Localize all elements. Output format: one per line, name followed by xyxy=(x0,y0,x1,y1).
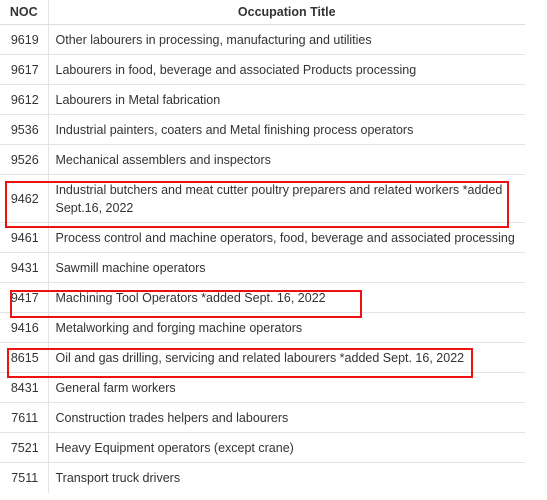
table-row xyxy=(0,373,525,403)
noc-code: 7611 xyxy=(0,403,48,433)
occupation-title: Labourers in food, beverage and associated Products processing xyxy=(48,55,525,85)
table-row xyxy=(0,223,525,253)
occupation-title: Transport truck drivers xyxy=(48,463,525,493)
noc-code: 9612 xyxy=(0,85,48,115)
table-row xyxy=(0,145,525,175)
occupation-title-column-header: Occupation Title xyxy=(48,0,525,25)
occupation-title: Industrial butchers and meat cutter poultry preparers and related workers *added Sept.16, 2022 xyxy=(48,175,525,223)
table-row xyxy=(0,253,525,283)
table-row xyxy=(0,343,525,373)
occupation-title: Construction trades helpers and labourers xyxy=(48,403,525,433)
occupation-title: Other labourers in processing, manufacturing and utilities xyxy=(48,25,525,55)
table-row xyxy=(0,55,525,85)
occupation-title: Sawmill machine operators xyxy=(48,253,525,283)
table-row xyxy=(0,115,525,145)
noc-code: 7511 xyxy=(0,463,48,493)
table-row xyxy=(0,403,525,433)
table-row xyxy=(0,175,525,223)
noc-code: 7521 xyxy=(0,433,48,463)
noc-code: 8615 xyxy=(0,343,48,373)
occupation-title: Oil and gas drilling, servicing and related labourers *added Sept. 16, 2022 xyxy=(48,343,525,373)
occupation-title: Heavy Equipment operators (except crane) xyxy=(48,433,525,463)
occupation-title: Mechanical assemblers and inspectors xyxy=(48,145,525,175)
noc-code: 9431 xyxy=(0,253,48,283)
noc-column-header: NOC xyxy=(0,0,48,25)
occupation-title: Labourers in Metal fabrication xyxy=(48,85,525,115)
noc-code: 9461 xyxy=(0,223,48,253)
table-row xyxy=(0,283,525,313)
occupation-title: Machining Tool Operators *added Sept. 16, 2022 xyxy=(48,283,525,313)
noc-code: 9536 xyxy=(0,115,48,145)
noc-code: 9417 xyxy=(0,283,48,313)
table-row xyxy=(0,433,525,463)
table-row xyxy=(0,313,525,343)
noc-code: 9416 xyxy=(0,313,48,343)
table-header-row xyxy=(0,0,525,25)
noc-code: 9526 xyxy=(0,145,48,175)
occupation-title: Process control and machine operators, food, beverage and associated processing xyxy=(48,223,525,253)
noc-code: 9617 xyxy=(0,55,48,85)
occupation-title: Metalworking and forging machine operators xyxy=(48,313,525,343)
occupation-title: General farm workers xyxy=(48,373,525,403)
occupation-title: Industrial painters, coaters and Metal finishing process operators xyxy=(48,115,525,145)
table-row xyxy=(0,25,525,55)
noc-code: 8431 xyxy=(0,373,48,403)
table-row xyxy=(0,85,525,115)
table-row xyxy=(0,463,525,493)
noc-code: 9462 xyxy=(0,175,48,223)
noc-code: 9619 xyxy=(0,25,48,55)
